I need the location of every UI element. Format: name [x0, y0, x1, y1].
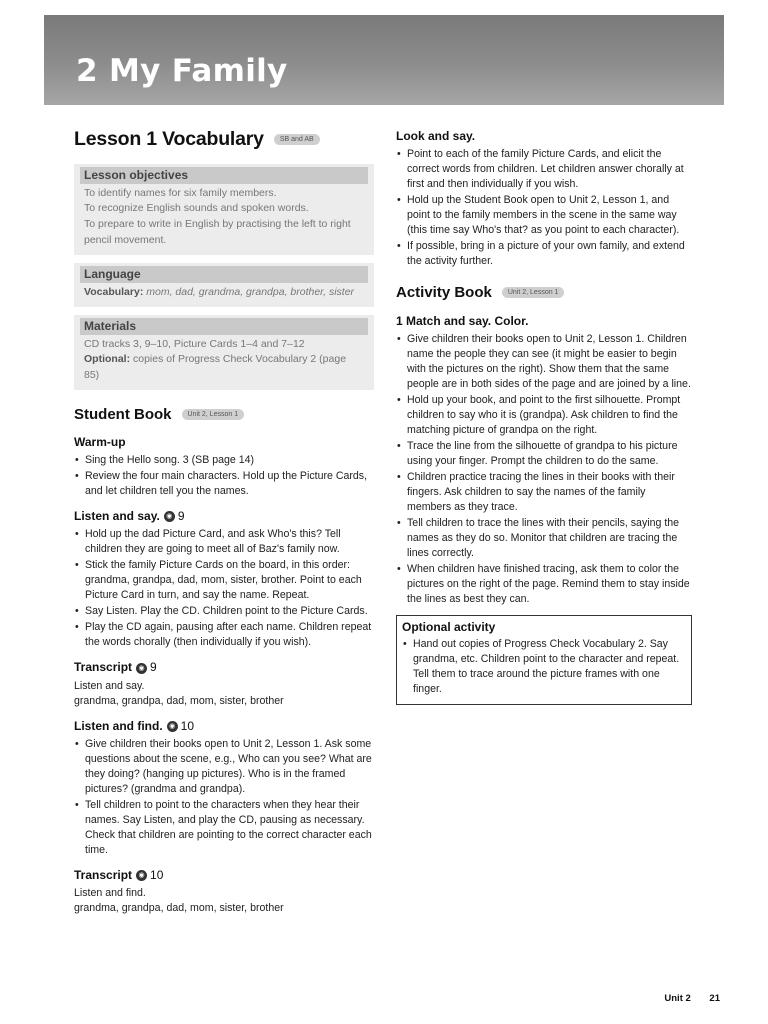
cd-track: [136, 867, 163, 884]
optional-activity-list: [402, 637, 683, 697]
track-number: 10: [150, 867, 164, 882]
language-box: [74, 263, 374, 307]
materials-heading: Materials: [80, 318, 368, 335]
transcript-line: grandma, grandpa, dad, mom, sister, brother: [74, 694, 284, 707]
list-item: • Sing the Hello song. 3 (SB page 14): [74, 453, 374, 468]
objective-line: To recognize English sounds and spoken words.: [84, 202, 309, 215]
list-item: • Tell children to trace the lines with their pencils, saying the names as they do so. Monitor that children are tracing the lines correctly.: [396, 516, 692, 561]
list-item: • When children have finished tracing, ask them to color the pictures on the right of the page. Remind them to stay inside the lines as best they can.: [396, 562, 692, 607]
materials-box: [74, 315, 374, 390]
objectives-box: [74, 164, 374, 255]
footer-unit: Unit 2: [664, 993, 691, 1004]
list-item: • Trace the line from the silhouette of grandpa to his picture using your finger. Prompt the children to do the same.: [396, 439, 692, 469]
cd-track: [164, 508, 185, 525]
list-item: • Hold up your book, and point to the first silhouette. Prompt children to say who it is (grandpa). Ask children to find the matching picture of grandpa on the right.: [396, 393, 692, 438]
vocabulary-line: [84, 285, 364, 301]
listen-find-list: [74, 737, 374, 858]
objectives-heading: Lesson objectives: [80, 167, 368, 184]
list-item: • Tell children to point to the characters when they hear their names. Say Listen, and play the CD, pausing as necessary. Check that children are pointing to the correct character each time.: [74, 798, 374, 858]
vocabulary-label: Vocabulary:: [84, 285, 144, 298]
objective-line: To prepare to write in English by practising the left to right pencil movement.: [84, 218, 351, 246]
listen-find-title: Listen and find.: [74, 718, 163, 733]
list-item: • Stick the family Picture Cards on the board, in this order: grandma, grandpa, dad, mom, sister, brother. Point to each Picture Card in turn, and say the name. Repeat.: [74, 558, 374, 603]
list-item: • Hold up the dad Picture Card, and ask Who's this? Tell children they are going to meet all of Baz's family now.: [74, 527, 374, 557]
list-item: • Hand out copies of Progress Check Vocabulary 2. Say grandma, etc. Children point to the character and repeat. Tell them to trace around the picture frames with one finger.: [402, 637, 683, 697]
cd-icon: ◉: [136, 870, 147, 881]
materials-optional-line: [84, 352, 364, 384]
materials-optional-label: Optional:: [84, 353, 131, 366]
unit-title: 2 My Family: [76, 53, 288, 89]
transcript-line: grandma, grandpa, dad, mom, sister, brother: [74, 901, 284, 914]
look-say-heading: Look and say.: [396, 129, 476, 143]
student-book-heading: [74, 404, 374, 425]
vocabulary-words: mom, dad, grandma, grandpa, brother, sister: [146, 285, 355, 298]
listen-say-list: [74, 527, 374, 650]
list-item: • Children practice tracing the lines in their books with their fingers. Ask children to say the names of the family members as they trace.: [396, 470, 692, 515]
transcript-heading: [74, 867, 374, 884]
transcript-title: Transcript: [74, 867, 133, 882]
listen-say-heading: [74, 508, 374, 525]
track-number: 9: [177, 509, 185, 524]
lesson-tag: SB and AB: [274, 134, 320, 145]
transcript-heading: [74, 659, 374, 676]
student-book-tag: Unit 2, Lesson 1: [182, 409, 245, 420]
list-item: • Say Listen. Play the CD. Children point to the Picture Cards.: [74, 604, 374, 619]
lesson-heading: [74, 126, 374, 154]
cd-icon: ◉: [167, 721, 178, 732]
track-number: 9: [150, 660, 157, 675]
warmup-list: [74, 453, 374, 499]
right-column: [396, 128, 692, 705]
transcript-line: Listen and say.: [74, 679, 145, 692]
page-number: 21: [709, 993, 720, 1004]
list-item: • Give children their books open to Unit 2, Lesson 1. Ask some questions about the scene, e.g., Who can you see? What are they doing? (hanging up pictures). Who is in the framed pictures? (grandma and grandpa).: [74, 737, 374, 797]
cd-icon: ◉: [136, 663, 147, 674]
cd-track: [167, 718, 194, 735]
cd-track: [136, 659, 157, 676]
transcript-line: Listen and find.: [74, 886, 146, 899]
optional-activity-box: [396, 615, 692, 705]
transcript-title: Transcript: [74, 660, 133, 675]
list-item: • Point to each of the family Picture Cards, and elicit the correct words from children. Let children answer chorally at first and then individually if you wish.: [396, 147, 692, 192]
language-heading: Language: [80, 266, 368, 283]
lesson-title: Lesson 1 Vocabulary: [74, 128, 264, 150]
list-item: • Give children their books open to Unit 2, Lesson 1. Children name the people they can see (it might be easier to begin with the pictures on the right). Show them that the same people are in both sides of the page and are joined by a line.: [396, 332, 692, 392]
warmup-heading: Warm-up: [74, 435, 126, 450]
activity-book-title: Activity Book: [396, 284, 492, 302]
list-item: • Hold up the Student Book open to Unit 2, Lesson 1, and point to the family members in the scene in the same way (this time say Who's that? as you point to each character).: [396, 193, 692, 238]
match-heading: 1 Match and say. Color.: [396, 313, 529, 328]
match-list: [396, 332, 692, 608]
listen-say-title: Listen and say.: [74, 509, 160, 524]
track-number: 10: [180, 718, 195, 733]
student-book-title: Student Book: [74, 405, 172, 423]
materials-optional-text: copies of Progress Check Vocabulary 2 (page 85): [84, 353, 347, 382]
list-item: • Review the four main characters. Hold up the Picture Cards, and let children tell you the names.: [74, 469, 374, 499]
activity-book-heading: [396, 282, 692, 303]
listen-find-heading: [74, 718, 374, 735]
unit-banner: [44, 15, 724, 105]
list-item: • Play the CD again, pausing after each name. Children repeat the words chorally (then individually if you wish).: [74, 620, 374, 650]
materials-line: CD tracks 3, 9–10, Picture Cards 1–4 and 7–12: [84, 337, 305, 350]
activity-book-tag: Unit 2, Lesson 1: [502, 287, 565, 298]
list-item: • If possible, bring in a picture of your own family, and extend the activity further.: [396, 239, 692, 269]
look-say-list: [396, 147, 692, 269]
objective-line: To identify names for six family members.: [84, 186, 277, 199]
cd-icon: ◉: [164, 511, 175, 522]
left-column: [74, 126, 374, 916]
optional-activity-heading: Optional activity: [402, 620, 496, 635]
page-footer: [664, 992, 720, 1005]
